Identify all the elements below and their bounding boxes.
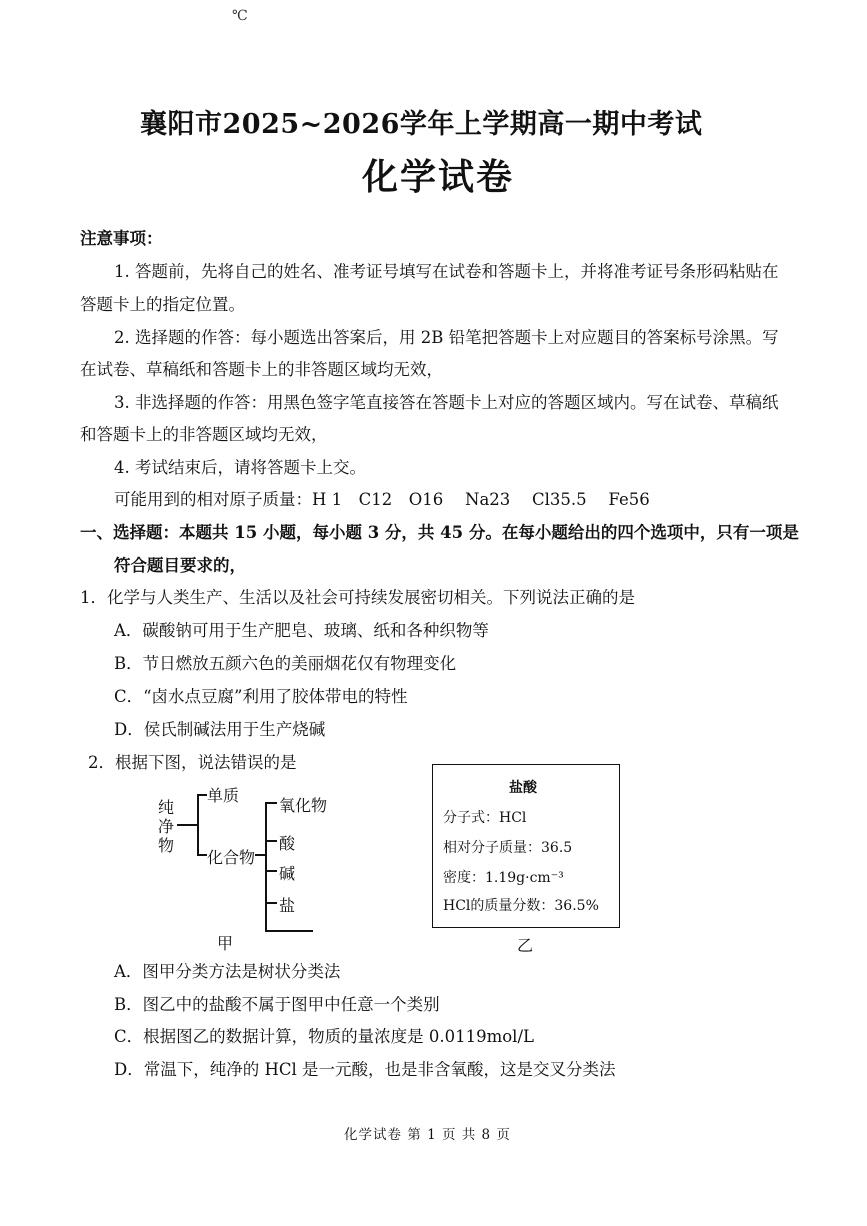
section-1-heading-cont: 符合题目要求的， bbox=[114, 556, 246, 575]
figure-yi-caption: 乙 bbox=[517, 936, 534, 955]
corner-mark: ℃ bbox=[232, 8, 248, 24]
hydrochloric-acid-label bbox=[432, 764, 620, 928]
notice-item-2-line2: 在试卷、草稿纸和答题卡上的非答题区域均无效， bbox=[80, 360, 443, 379]
tree-node-simple-substance: 单质 bbox=[207, 786, 240, 805]
notice-item-2-line1: 2. 选择题的作答：每小题选出答案后，用 2B 铅笔把答题卡上对应题目的答案标号涂黑。写 bbox=[114, 328, 779, 347]
label-density: 密度：1.19g·cm⁻³ bbox=[443, 870, 564, 886]
tree-node-base: 碱 bbox=[279, 864, 296, 883]
subject-title: 化学试卷 bbox=[362, 156, 515, 198]
tree-node-salt: 盐 bbox=[279, 896, 296, 915]
question-1-option-c: C．“卤水点豆腐”利用了胶体带电的特性 bbox=[114, 687, 408, 706]
question-1-option-a: A．碳酸钠可用于生产肥皂、玻璃、纸和各种织物等 bbox=[114, 621, 489, 640]
question-1-option-d: D．侯氏制碱法用于生产烧碱 bbox=[114, 720, 326, 739]
tree-root-label: 纯净物 bbox=[158, 798, 175, 855]
label-title: 盐酸 bbox=[509, 780, 537, 796]
question-1-stem: 1．化学与人类生产、生活以及社会可持续发展密切相关。下列说法正确的是 bbox=[80, 588, 635, 607]
notice-heading: 注意事项： bbox=[80, 229, 163, 248]
tree-node-oxide: 氧化物 bbox=[279, 796, 328, 815]
notice-item-4: 4. 考试结束后，请将答题卡上交。 bbox=[114, 458, 366, 477]
label-molecular-mass: 相对分子质量：36.5 bbox=[443, 840, 573, 856]
question-2-option-d: D．常温下，纯净的 HCl 是一元酸，也是非含氧酸，这是交叉分类法 bbox=[114, 1060, 616, 1079]
atomic-mass-line: 可能用到的相对原子质量：H 1 C12 O16 Na23 Cl35.5 Fe56 bbox=[114, 490, 650, 509]
section-1-heading: 一、选择题：本题共 15 小题，每小题 3 分，共 45 分。在每小题给出的四个选项中，只有一项是 bbox=[80, 523, 799, 542]
page-footer: 化学试卷 第 1 页 共 8 页 bbox=[344, 1127, 511, 1143]
tree-node-acid: 酸 bbox=[279, 834, 296, 853]
figure-jia-caption: 甲 bbox=[217, 934, 234, 953]
tree-node-compound: 化合物 bbox=[207, 848, 256, 867]
question-2-option-a: A．图甲分类方法是树状分类法 bbox=[114, 962, 341, 981]
classification-tree-diagram bbox=[155, 778, 385, 958]
notice-item-1-line2: 答题卡上的指定位置。 bbox=[80, 295, 245, 314]
label-mass-fraction: HCl的质量分数：36.5% bbox=[443, 898, 599, 914]
notice-item-3-line1: 3. 非选择题的作答：用黑色签字笔直接答在答题卡上对应的答题区域内。写在试卷、草稿纸 bbox=[114, 393, 779, 412]
exam-title: 襄阳市2025~2026学年上学期高一期中考试 bbox=[140, 109, 703, 140]
notice-item-1-line1: 1. 答题前，先将自己的姓名、准考证号填写在试卷和答题卡上，并将准考证号条形码粘贴在 bbox=[114, 262, 779, 281]
notice-item-3-line2: 和答题卡上的非答题区域均无效， bbox=[80, 425, 328, 444]
question-2-option-b: B．图乙中的盐酸不属于图甲中任意一个类别 bbox=[114, 995, 440, 1014]
question-1-option-b: B．节日燃放五颜六色的美丽烟花仅有物理变化 bbox=[114, 654, 457, 673]
question-2-option-c: C．根据图乙的数据计算，物质的量浓度是 0.0119mol/L bbox=[114, 1027, 534, 1046]
question-2-stem: 2．根据下图，说法错误的是 bbox=[88, 753, 297, 772]
label-formula: 分子式：HCl bbox=[443, 810, 527, 826]
